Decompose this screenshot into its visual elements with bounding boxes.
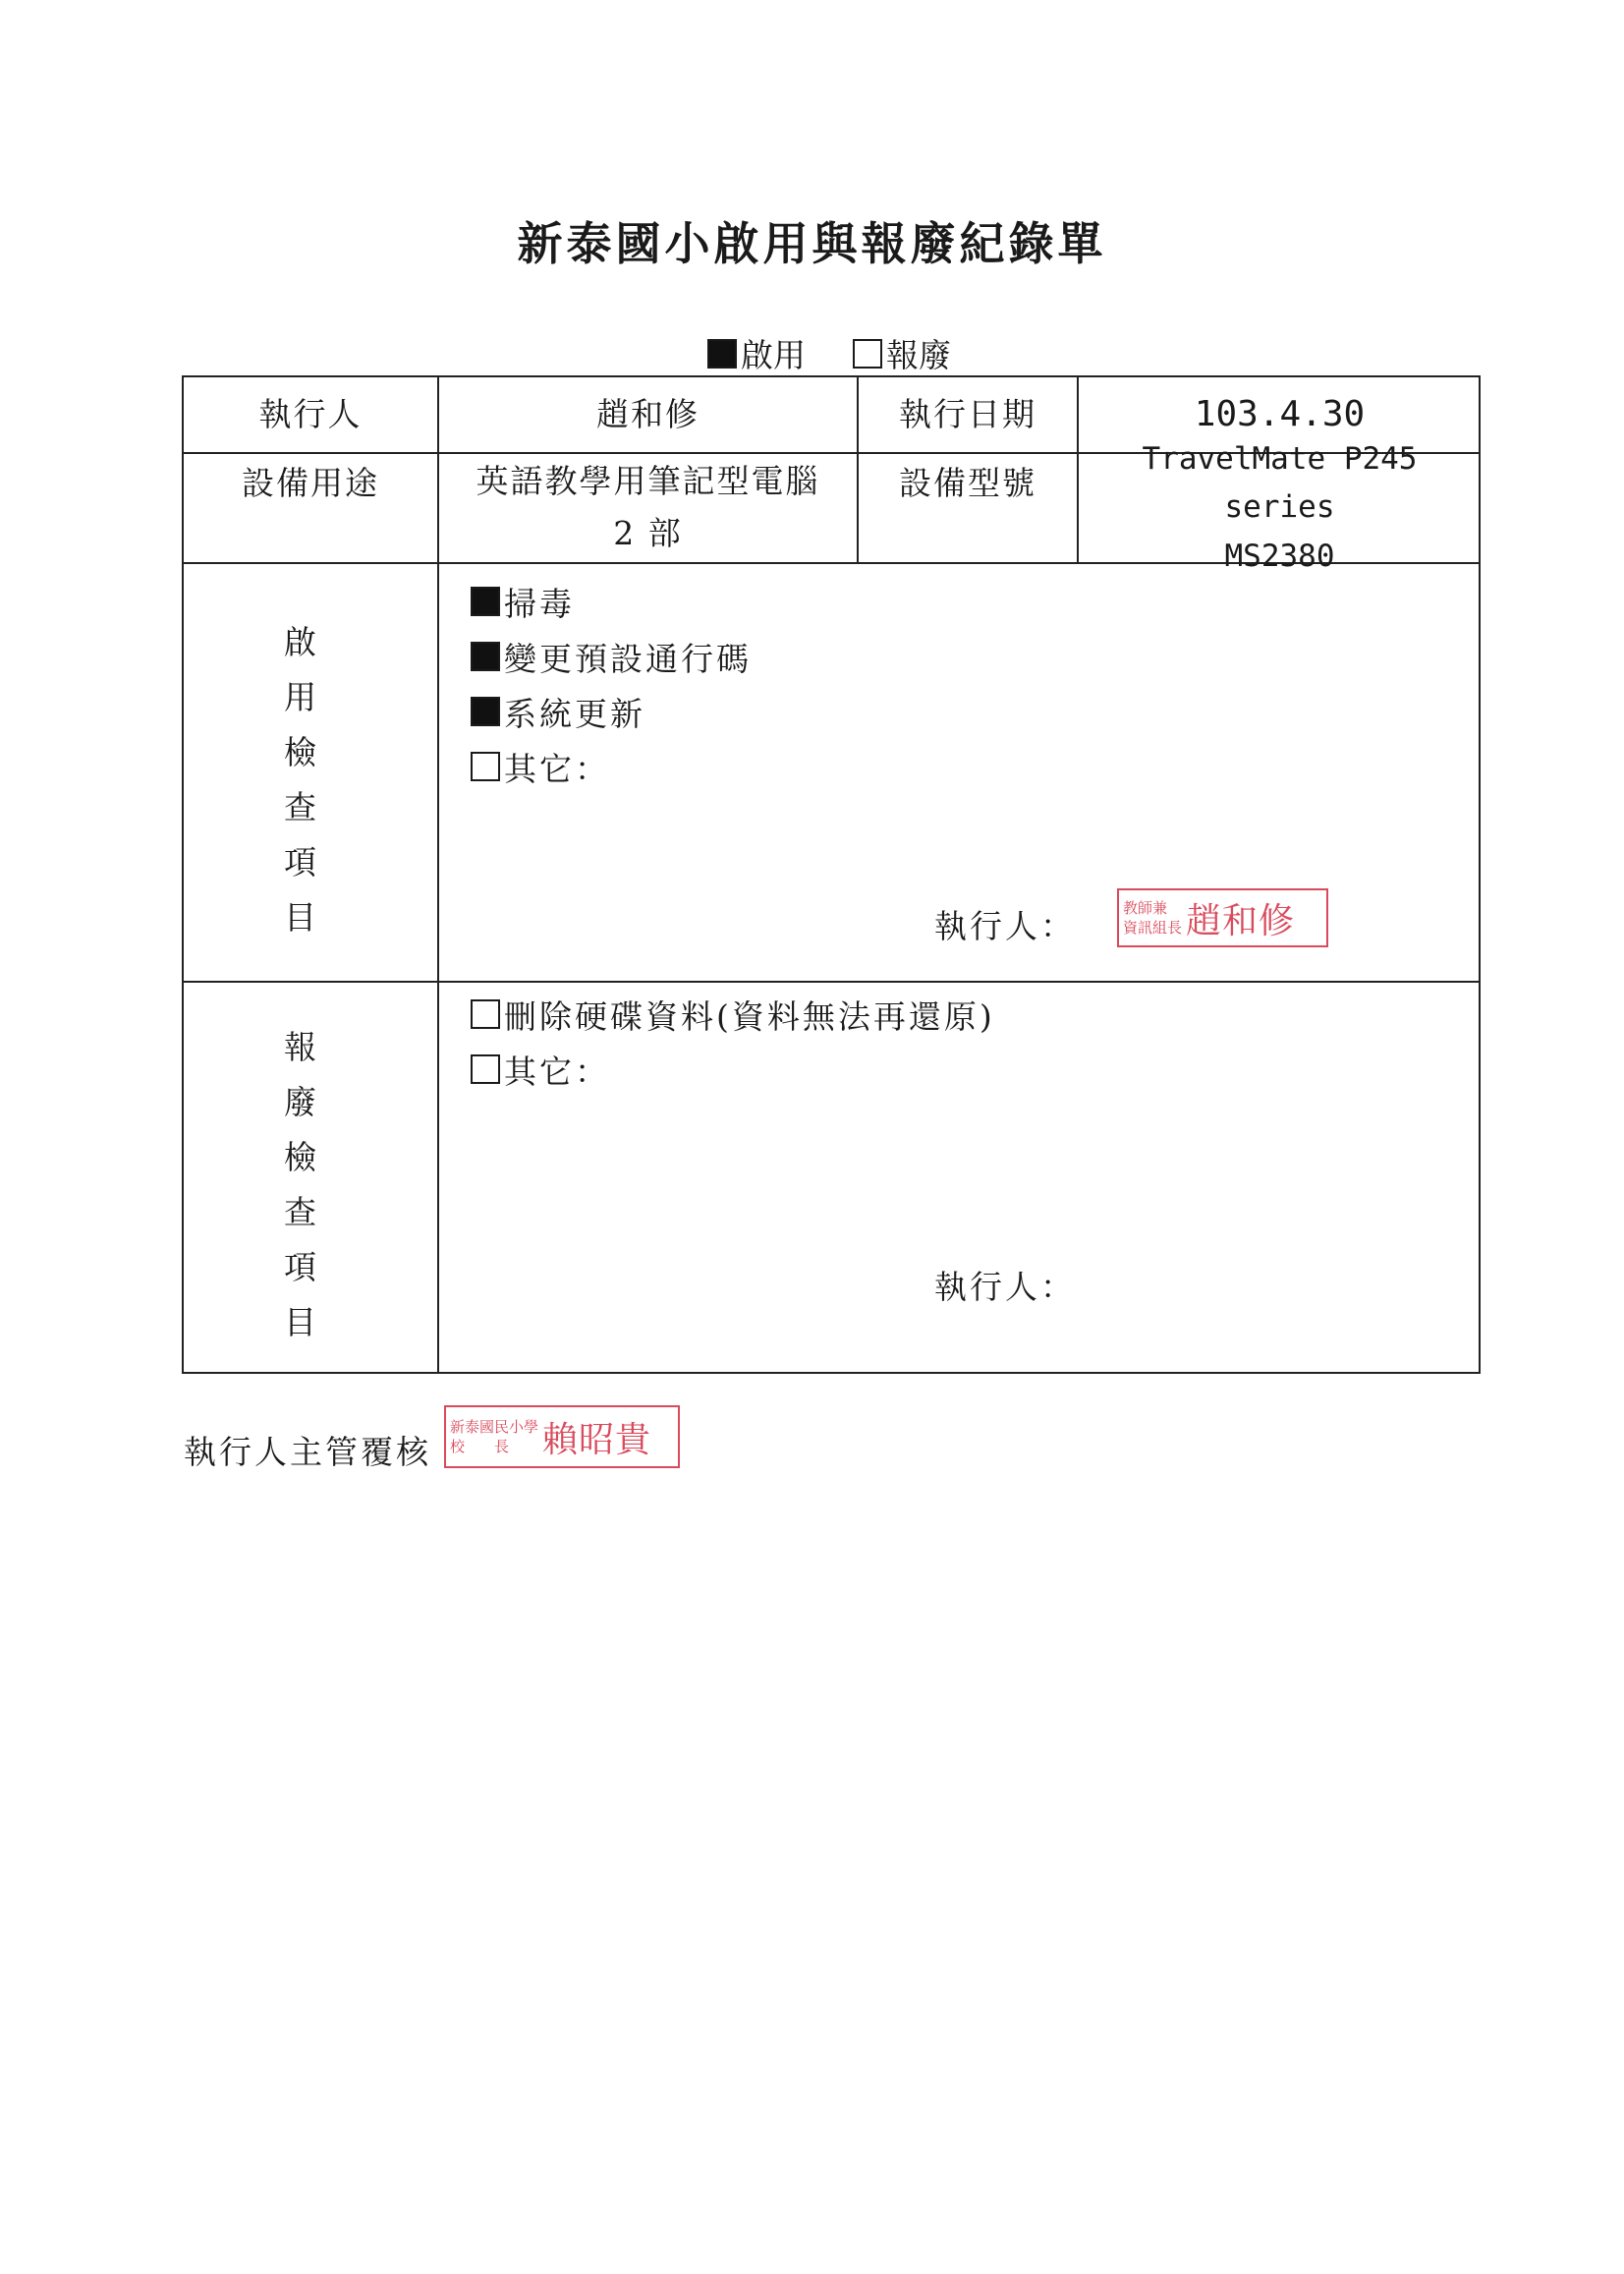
check-item-other[interactable] xyxy=(471,739,752,794)
date-label: 執行日期 xyxy=(899,394,1036,433)
check-item-change-password[interactable] xyxy=(471,629,752,684)
checkbox[interactable] xyxy=(471,587,500,616)
supervisor-review-label: 執行人主管覆核 xyxy=(184,1433,431,1471)
check-item-label: 掃毒 xyxy=(504,584,575,623)
model-value xyxy=(1079,440,1481,574)
model-line1: TravelMate P245 series xyxy=(1142,440,1418,526)
check-item-label: 其它： xyxy=(504,749,610,788)
executor-value: 趙和修 xyxy=(596,394,700,433)
disposal-heading xyxy=(284,1020,316,1350)
checkbox[interactable] xyxy=(471,697,500,726)
stamp-title xyxy=(450,1417,538,1456)
disposal-heading-char: 檢 xyxy=(284,1138,316,1176)
model-line2: MS2380 xyxy=(1224,538,1335,574)
check-item-wipe-disk[interactable] xyxy=(471,987,995,1042)
principal-signature-stamp xyxy=(444,1405,680,1468)
check-item-antivirus[interactable] xyxy=(471,574,752,629)
disposal-heading-char: 目 xyxy=(284,1303,316,1341)
purpose-line2: 2 部 xyxy=(613,514,683,552)
row-divider xyxy=(184,981,1479,983)
check-item-label: 系統更新 xyxy=(504,694,645,733)
stamp-title-line2: 校 長 xyxy=(450,1438,510,1455)
purpose-label: 設備用途 xyxy=(242,464,379,502)
activation-heading-char: 項 xyxy=(284,843,316,881)
checkbox[interactable] xyxy=(471,999,500,1029)
option-dispose-label: 報廢 xyxy=(886,336,951,374)
stamp-name: 賴昭貴 xyxy=(542,1419,652,1460)
check-item-other[interactable] xyxy=(471,1042,995,1097)
checkbox[interactable] xyxy=(471,1054,500,1084)
check-item-label: 刪除硬碟資料(資料無法再還原) xyxy=(504,996,995,1036)
record-table xyxy=(182,375,1481,1374)
activation-checklist xyxy=(471,574,752,794)
option-activate-label: 啟用 xyxy=(741,336,806,374)
purpose-line1: 英語教學用筆記型電腦 xyxy=(476,462,820,501)
activation-heading-char: 啟 xyxy=(284,623,316,661)
activation-signature-stamp xyxy=(1117,888,1328,947)
record-type-options xyxy=(707,330,951,376)
stamp-title-line1: 教師兼 xyxy=(1123,899,1168,917)
executor-label: 執行人 xyxy=(258,394,363,433)
stamp-title xyxy=(1123,898,1182,938)
activation-executor-label: 執行人： xyxy=(934,907,1076,945)
activation-heading xyxy=(284,615,316,945)
date-value: 103.4.30 xyxy=(1194,394,1366,435)
purpose-value xyxy=(439,454,857,562)
disposal-heading-char: 項 xyxy=(284,1248,316,1286)
activation-heading-char: 查 xyxy=(284,788,316,826)
disposal-heading-char: 報 xyxy=(284,1028,316,1066)
checkbox[interactable] xyxy=(471,642,500,671)
option-activate[interactable] xyxy=(707,330,806,376)
activation-heading-char: 用 xyxy=(284,678,316,716)
check-item-system-update[interactable] xyxy=(471,684,752,739)
checkbox[interactable] xyxy=(471,752,500,781)
check-item-label: 變更預設通行碼 xyxy=(504,639,752,678)
stamp-title-line1: 新泰國民小學 xyxy=(450,1418,539,1436)
model-label: 設備型號 xyxy=(899,464,1036,502)
checkbox-activate[interactable] xyxy=(707,339,737,369)
document-title: 新泰國小啟用與報廢紀錄單 xyxy=(517,217,1107,270)
disposal-checklist xyxy=(471,987,995,1097)
checkbox-dispose[interactable] xyxy=(853,339,882,369)
check-item-label: 其它： xyxy=(504,1052,610,1091)
stamp-title-line2: 資訊組長 xyxy=(1123,919,1183,937)
option-dispose[interactable] xyxy=(853,330,951,376)
stamp-name: 趙和修 xyxy=(1186,900,1296,941)
disposal-executor-label: 執行人： xyxy=(934,1268,1076,1306)
activation-heading-char: 目 xyxy=(284,898,316,937)
disposal-heading-char: 廢 xyxy=(284,1083,316,1121)
activation-heading-char: 檢 xyxy=(284,733,316,771)
disposal-heading-char: 查 xyxy=(284,1193,316,1231)
